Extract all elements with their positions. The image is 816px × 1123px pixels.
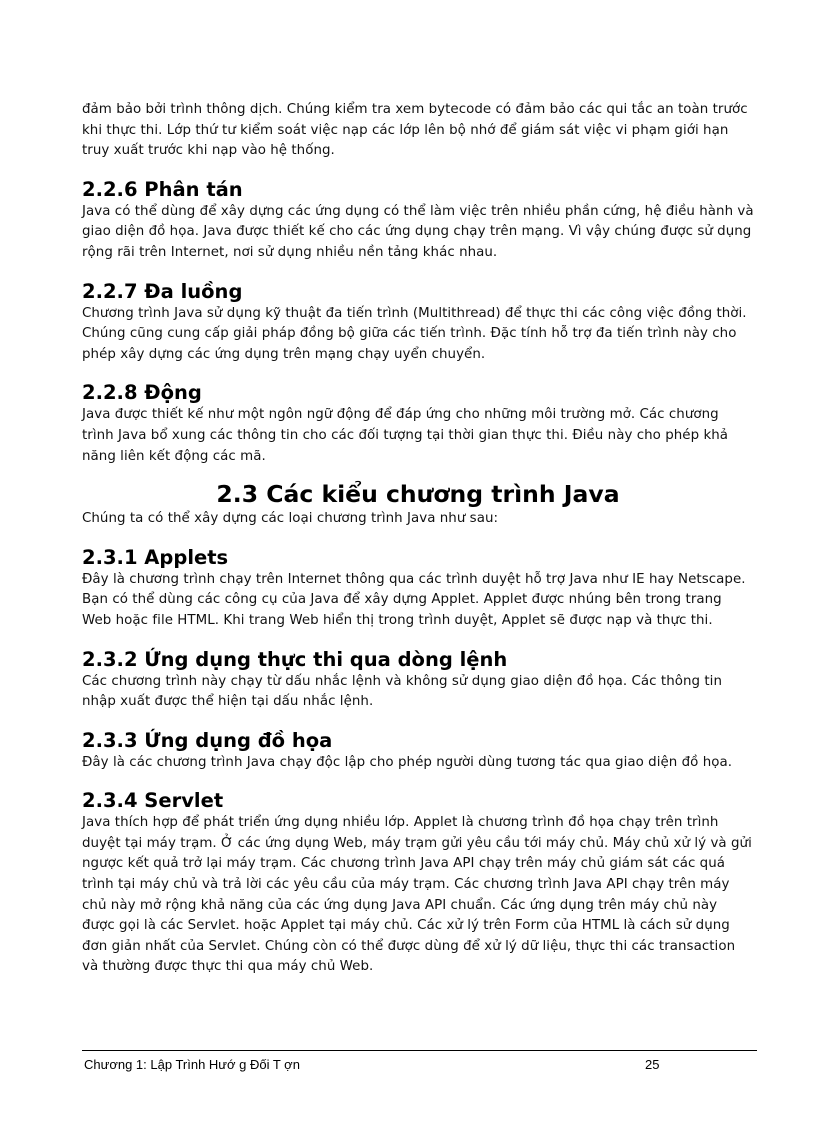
paragraph-2-3-2: Các chương trình này chạy từ dấu nhắc lệnh và không sử dụng giao diện đồ họa. Các thông tin nhập xuất được thể hiện tại dấu nhắc lệnh. bbox=[82, 673, 722, 710]
heading-2-2-8: 2.2.8 Động bbox=[82, 381, 202, 405]
paragraph-2-2-7: Chương trình Java sử dụng kỹ thuật đa tiến trình (Multithread) để thực thi các công việc đồng thời. Chúng cũng cung cấp giải pháp đồng bộ giữa các tiến trình. Đặc tính hỗ trợ đa tiến trình này cho phép xây dựng các ứng dụng trên mạng chạy uyển chuyển. bbox=[82, 305, 747, 362]
footer-divider bbox=[82, 1050, 757, 1051]
heading-2-3-3: 2.3.3 Ứng dụng đồ họa bbox=[82, 728, 333, 752]
heading-2-2-7: 2.2.7 Đa luồng bbox=[82, 279, 243, 303]
heading-2-2-6: 2.2.6 Phân tán bbox=[82, 177, 243, 201]
intro-paragraph: đảm bảo bởi trình thông dịch. Chúng kiểm tra xem bytecode có đảm bảo các qui tắc an toàn trước khi thực thi. Lớp thứ tư kiểm soát việc nạp các lớp lên bộ nhớ để giám sát việc vi phạm giới hạn truy xuất trước khi nạp vào hệ thống. bbox=[82, 102, 748, 159]
chapter-intro-paragraph: Chúng ta có thể xây dựng các loại chương trình Java như sau: bbox=[82, 511, 499, 527]
chapter-heading-2-3: 2.3 Các kiểu chương trình Java bbox=[216, 480, 620, 509]
heading-2-3-4: 2.3.4 Servlet bbox=[82, 789, 224, 813]
paragraph-2-3-3: Đây là các chương trình Java chạy độc lập cho phép người dùng tương tác qua giao diện đồ họa. bbox=[82, 754, 733, 770]
paragraph-2-2-6: Java có thể dùng để xây dựng các ứng dụng có thể làm việc trên nhiều phần cứng, hệ điều hành và giao diện đồ họa. Java được thiết kế cho các ứng dụng chạy trên mạng. Vì vậy chúng được sử dụng rộng rãi trên Internet, nơi sử dụng nhiều nền tảng khác nhau. bbox=[82, 203, 754, 260]
paragraph-2-3-4: Java thích hợp để phát triển ứng dụng nhiều lớp. Applet là chương trình đồ họa chạy trên trình duyệt tại máy trạm. Ở các ứng dụng Web, máy trạm gửi yêu cầu tới máy chủ. Máy chủ xử lý và gửi ngược kết quả trở lại máy trạm. Các chương trình Java API chạy trên máy chủ giám sát các quá trình tại máy chủ và trả lời các yêu cầu của máy trạm. Các chương trình Java API chạy trên máy chủ này mở rộng khả năng của các ứng dụng Java API chuẩn. Các ứng dụng trên máy chủ này được gọi là các Servlet. hoặc Applet tại máy chủ. Các xử lý trên Form của HTML là cách sử dụng đơn giản nhất của Servlet. Chúng còn có thể được dùng để xử lý dữ liệu, thực thi các transaction và thường được thực thi qua máy chủ Web. bbox=[82, 815, 752, 975]
footer-chapter-label: Chương 1: Lập Trình Hướ g Đối T ợn bbox=[84, 1057, 300, 1072]
heading-2-3-1: 2.3.1 Applets bbox=[82, 545, 229, 569]
page-content bbox=[82, 100, 754, 978]
footer-page-number: 25 bbox=[645, 1057, 660, 1072]
heading-2-3-2: 2.3.2 Ứng dụng thực thi qua dòng lệnh bbox=[82, 647, 508, 671]
paragraph-2-3-1: Đây là chương trình chạy trên Internet thông qua các trình duyệt hỗ trợ Java như IE hay Netscape. Bạn có thể dùng các công cụ của Java để xây dựng Applet. Applet được nhúng bên trong trang Web hoặc file HTML. Khi trang Web hiển thị trong trình duyệt, Applet sẽ được nạp và thực thi. bbox=[82, 571, 746, 628]
paragraph-2-2-8: Java được thiết kế như một ngôn ngữ động để đáp ứng cho những môi trường mở. Các chương trình Java bổ xung các thông tin cho các đối tượng tại thời gian thực thi. Điều này cho phép khả năng liên kết động các mã. bbox=[82, 407, 729, 464]
